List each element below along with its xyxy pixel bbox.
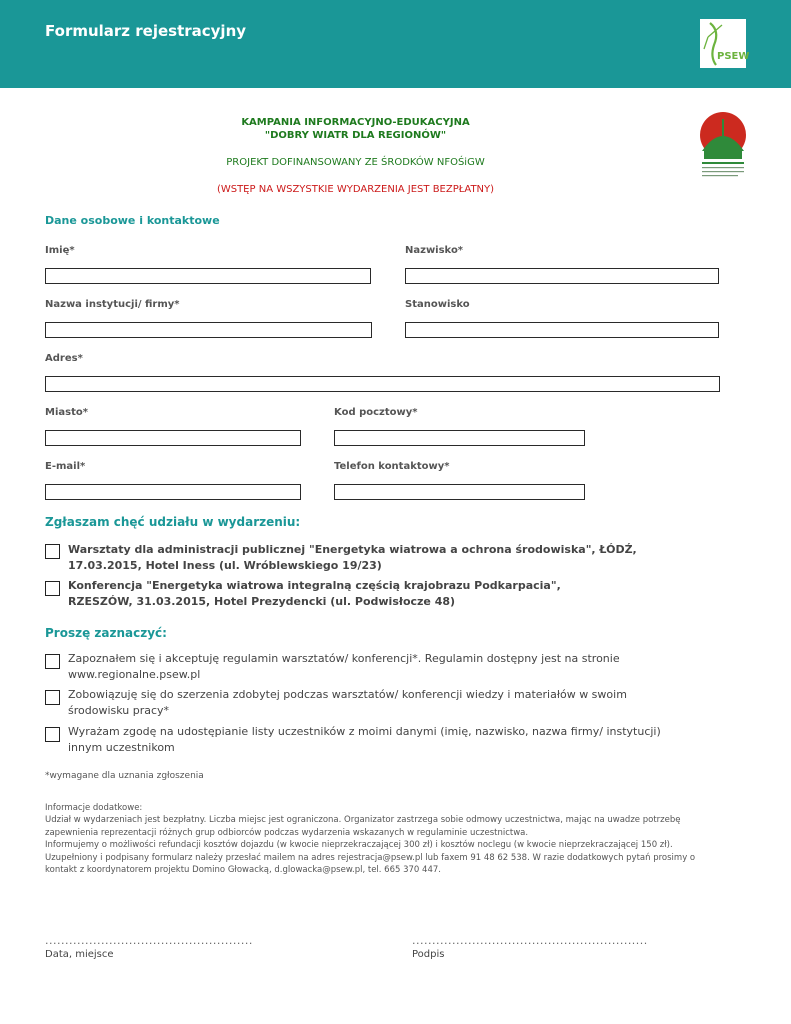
event-label-rzeszow [68,578,561,610]
last-name-label: Nazwisko* [405,245,464,256]
info-line: Uzupełniony i podpisany formularz należy przesłać mailem na adres rejestracja@psew.pl lub faxem 91 48 62 538. W razie dodatkowych pytań prosimy o [45,852,696,863]
additional-info-heading: Informacje dodatkowe: [45,803,143,813]
consent-list-line-2: innym uczestnikom [68,741,175,754]
position-label: Stanowisko [405,299,470,310]
institution-field[interactable] [45,322,372,338]
institution-label: Nazwa instytucji/ firmy* [45,299,180,310]
first-name-field[interactable] [45,268,371,284]
campaign-line-2: "DOBRY WIATR DLA REGIONÓW" [264,130,447,141]
event-lodz-line-1: Warsztaty dla administracji publicznej "Energetyka wiatrowa a ochrona środowiska", ŁÓDŹ, [68,543,637,556]
info-line: Udział w wydarzeniach jest bezpłatny. Liczba miejsc jest ograniczona. Organizator zastrzega sobie odmowy uczestnictwa, mając na uwadze potrzebę [45,815,681,826]
consent-share-line-1: Zobowiązuję się do szerzenia zdobytej podczas warsztatów/ konferencji wiedzy i materiałów w swoim [68,688,627,701]
personal-section-title: Dane osobowe i kontaktowe [45,214,220,227]
phone-field[interactable] [334,484,585,500]
postal-code-label: Kod pocztowy* [334,407,418,418]
additional-info [45,802,755,876]
event-lodz-line-2: 17.03.2015, Hotel Iness (ul. Wróblewskiego 19/23) [68,559,382,572]
page-title: Formularz rejestracyjny [45,22,247,40]
header-bar [0,0,791,88]
signature-label: Podpis [412,949,445,960]
consent-checkbox-regulations[interactable] [45,654,60,669]
phone-label: Telefon kontaktowy* [334,461,450,472]
consents-section-title: Proszę zaznaczyć: [45,626,167,640]
consent-label-regulations [68,651,620,683]
address-field[interactable] [45,376,720,392]
last-name-field[interactable] [405,268,719,284]
events-section-title: Zgłaszam chęć udziału w wydarzeniu: [45,515,301,529]
free-entry-note: (WSTĘP NA WSZYSTKIE WYDARZENIA JEST BEZPŁATNY) [216,184,495,195]
info-line: Informujemy o możliwości refundacji kosztów dojazdu (w kwocie nieprzekraczającej 300 zł) i kosztów noclegu (w kwocie nieprzekraczającej 150 zł). [45,840,673,851]
signature-dotted-line[interactable]: ........................................................... [412,934,648,947]
campaign-line-1: KAMPANIA INFORMACYJNO-EDUKACYJNA [241,117,470,128]
consent-checkbox-share-knowledge[interactable] [45,690,60,705]
consent-label-share-knowledge [68,687,627,719]
campaign-heading [0,116,711,142]
info-line: zapewnienia reprezentacji różnych grup odbiorców podczas wydarzenia wskazanych w regulaminie uczestnictwa. [45,827,529,838]
email-field[interactable] [45,484,301,500]
required-note: *wymagane dla uznania zgłoszenia [45,771,204,781]
psew-logo-text: PSEW [717,51,750,62]
city-field[interactable] [45,430,301,446]
postal-code-field[interactable] [334,430,585,446]
funding-note: PROJEKT DOFINANSOWANY ZE ŚRODKÓW NFOŚiGW [226,157,485,168]
nfosigw-logo [696,111,750,179]
date-place-label: Data, miejsce [45,949,114,960]
consent-regulations-line-1: Zapoznałem się i akceptuję regulamin warsztatów/ konferencji*. Regulamin dostępny jest na stronie [68,652,620,665]
info-line: kontakt z koordynatorem projektu Domino Głowacką, d.glowacka@psew.pl, tel. 665 370 447. [45,865,441,876]
date-place-dotted-line[interactable]: .................................................... [45,934,253,947]
consent-list-line-1: Wyrażam zgodę na udostępianie listy uczestników z moimi danymi (imię, nazwisko, nazwa firmy/ instytucji) [68,725,661,738]
event-checkbox-lodz[interactable] [45,544,60,559]
email-label: E-mail* [45,461,86,472]
psew-logo [700,19,750,68]
event-label-lodz [68,542,637,574]
event-rzeszow-line-1: Konferencja "Energetyka wiatrowa integralną częścią krajobrazu Podkarpacia", [68,579,561,592]
city-label: Miasto* [45,407,88,418]
consent-regulations-line-2: www.regionalne.psew.pl [68,668,201,681]
consent-label-participant-list [68,724,661,756]
position-field[interactable] [405,322,719,338]
consent-checkbox-participant-list[interactable] [45,727,60,742]
first-name-label: Imię* [45,245,75,256]
event-rzeszow-line-2: RZESZÓW, 31.03.2015, Hotel Prezydencki (ul. Podwisłocze 48) [68,595,456,608]
event-checkbox-rzeszow[interactable] [45,581,60,596]
consent-share-line-2: środowisku pracy* [68,704,170,717]
address-label: Adres* [45,353,83,364]
